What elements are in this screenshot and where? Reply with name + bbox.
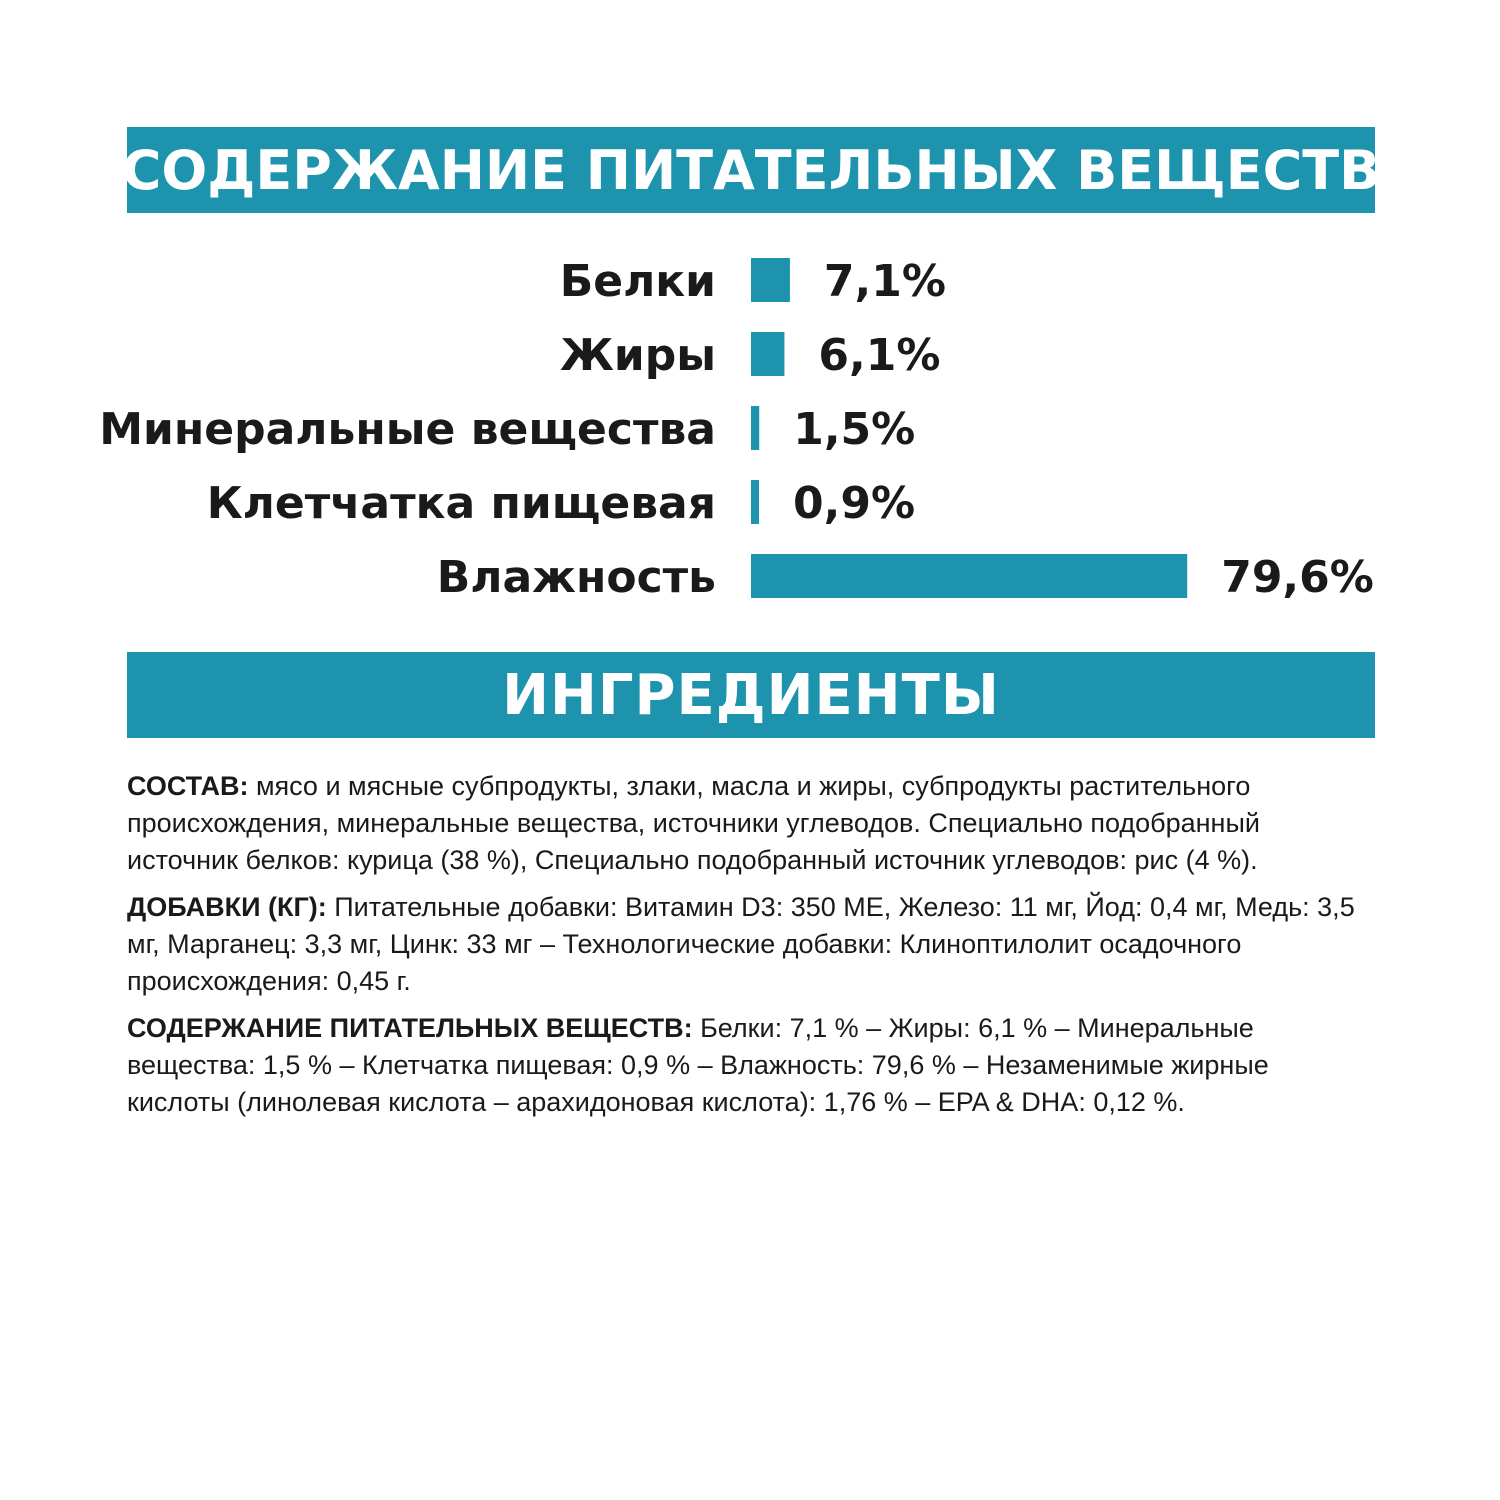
- bar-1: [751, 332, 784, 376]
- category-label-1: Жиры: [560, 330, 716, 381]
- nutrients-paragraph: [127, 1010, 1377, 1121]
- value-label-4: 79,6%: [1221, 552, 1374, 603]
- value-label-1: 6,1%: [818, 330, 941, 381]
- bar-3: [751, 480, 759, 524]
- additives-text: Питательные добавки: Витамин D3: 350 МЕ, Железо: 11 мг, Йод: 0,4 мг, Медь: 3,5 мг, Марганец: 3,3 мг, Цинк: 33 мг – Технологические добавки: Клиноптилолит осадочного происхождения: 0,45 г.: [127, 892, 1355, 996]
- nutrients-text: Белки: 7,1 % – Жиры: 6,1 % – Минеральные вещества: 1,5 % – Клетчатка пищевая: 0,9 % – Влажность: 79,6 % – Незаменимые жирные кислоты (линолевая кислота – арахидоновая кислота): 1,76 % – EPA & DHA: 0,12 %.: [127, 1013, 1269, 1117]
- ingredients-text-block: [127, 768, 1377, 1131]
- bar-0: [751, 258, 790, 302]
- nutrients-label: СОДЕРЖАНИЕ ПИТАТЕЛЬНЫХ ВЕЩЕСТВ:: [127, 1013, 693, 1043]
- category-label-3: Клетчатка пищевая: [206, 478, 716, 529]
- composition-paragraph: [127, 768, 1377, 879]
- bar-2: [751, 406, 759, 450]
- composition-label: СОСТАВ:: [127, 771, 249, 801]
- category-label-2: Минеральные вещества: [99, 404, 716, 455]
- value-label-3: 0,9%: [793, 478, 916, 529]
- ingredients-heading: ИНГРЕДИЕНТЫ: [127, 652, 1375, 738]
- additives-label: ДОБАВКИ (КГ):: [127, 892, 327, 922]
- composition-text: мясо и мясные субпродукты, злаки, масла и жиры, субпродукты растительного происхождения, минеральные вещества, источники углеводов. Специально подобранный источник белков: курица (38 %), Специально подобранный источник углеводов: рис (4 %).: [127, 771, 1260, 875]
- category-label-0: Белки: [559, 256, 716, 307]
- additives-paragraph: [127, 889, 1377, 1000]
- nutrient-bar-chart: [0, 240, 1500, 620]
- category-label-4: Влажность: [436, 552, 716, 603]
- nutrients-heading: СОДЕРЖАНИЕ ПИТАТЕЛЬНЫХ ВЕЩЕСТВ: [127, 127, 1375, 213]
- bar-4: [751, 554, 1187, 598]
- value-label-0: 7,1%: [823, 256, 946, 307]
- value-label-2: 1,5%: [793, 404, 916, 455]
